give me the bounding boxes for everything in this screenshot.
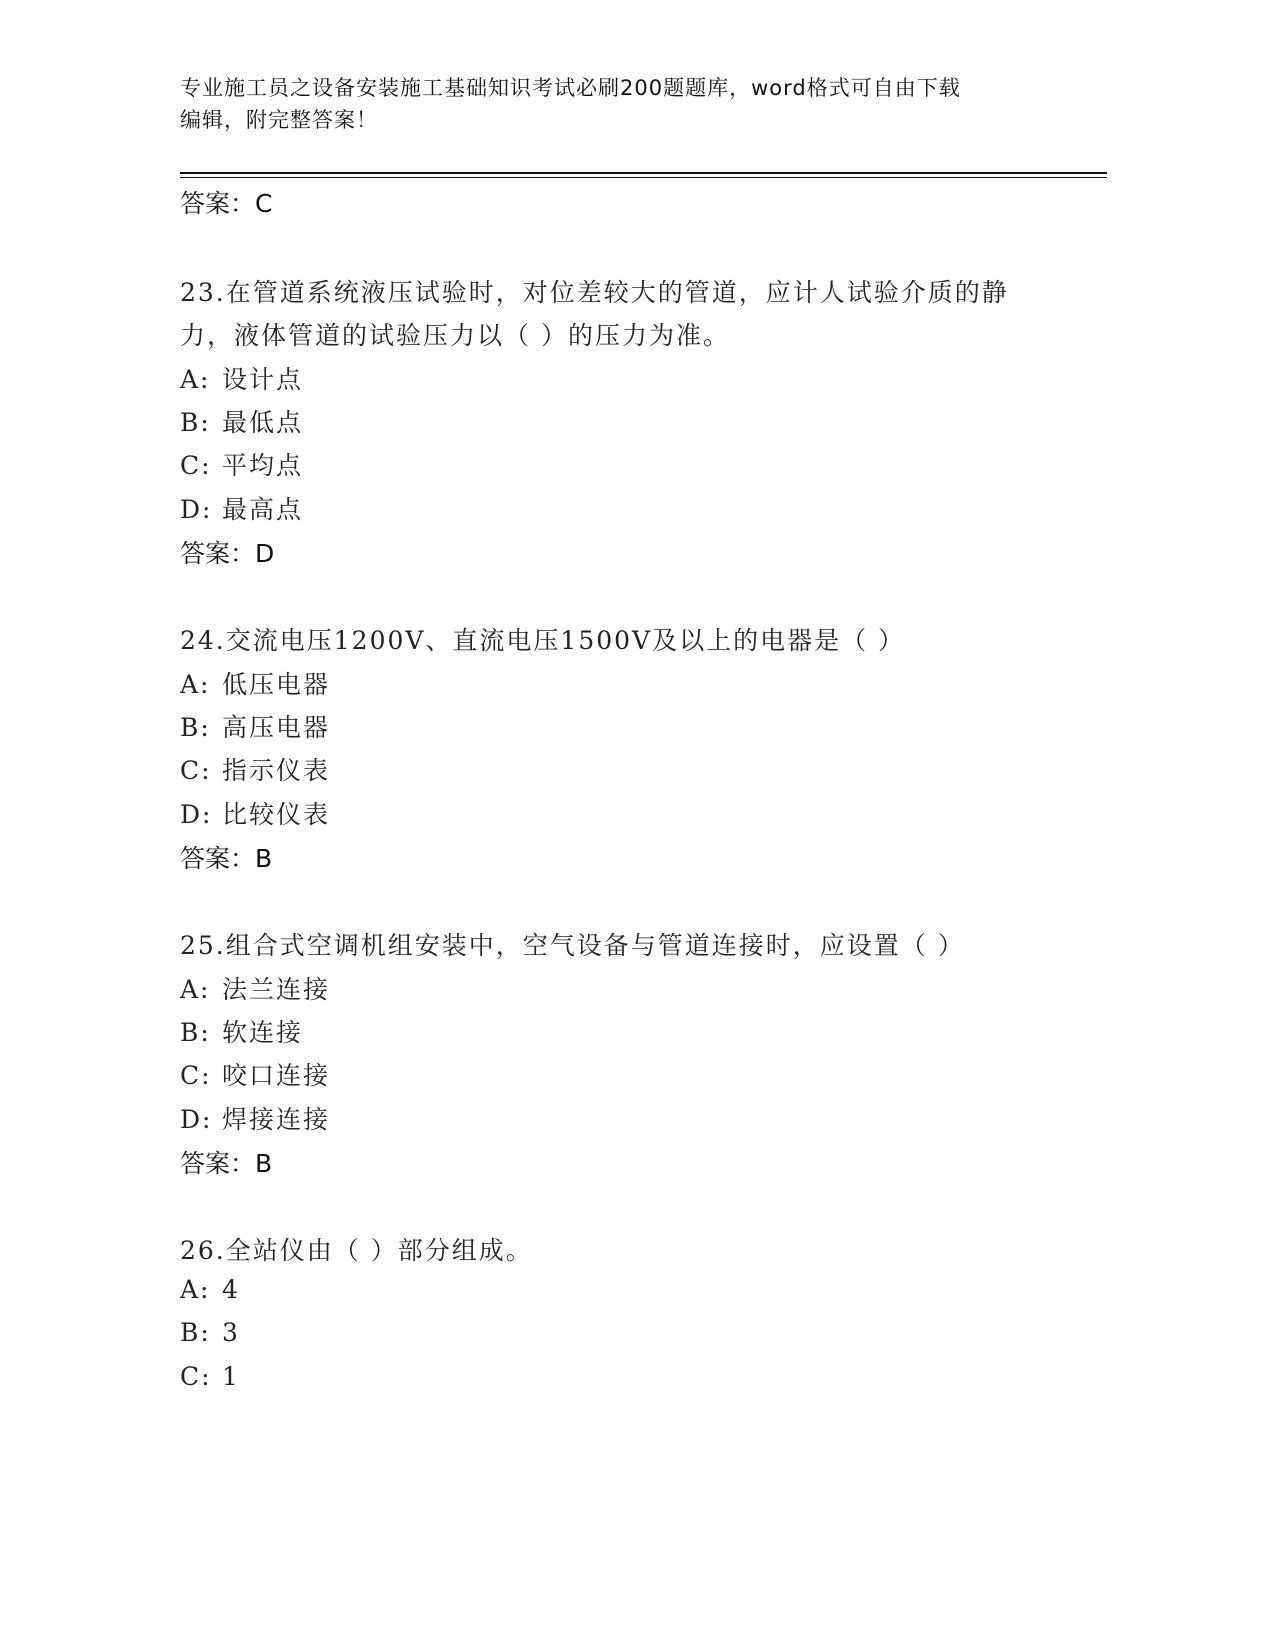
header-rule-thin: [180, 177, 1107, 178]
option-label: D:: [180, 495, 213, 524]
option-text: 最低点: [222, 408, 304, 437]
option-text: 高压电器: [222, 713, 331, 742]
option-label: B:: [180, 713, 211, 742]
option-label: A:: [180, 365, 211, 394]
question-23-line-2: 力，液体管道的试验压力以（ ）的压力为准。: [180, 321, 730, 350]
option-text: 指示仪表: [222, 756, 331, 785]
answer-25: 答案：B: [180, 1149, 273, 1178]
option-25-c: [180, 1056, 330, 1092]
option-text: 3: [222, 1318, 240, 1347]
option-label: A:: [180, 670, 211, 699]
answer-24: 答案：B: [180, 844, 273, 873]
option-text: 1: [222, 1362, 240, 1391]
option-24-a: [180, 665, 330, 701]
option-text: 法兰连接: [222, 975, 331, 1004]
option-label: D:: [180, 1105, 213, 1134]
question-25: 25.组合式空调机组安装中，空气设备与管道连接时，应设置（ ）: [180, 931, 965, 960]
option-label: C:: [180, 1362, 212, 1391]
option-26-c: [180, 1362, 240, 1391]
option-text: 最高点: [222, 495, 304, 524]
option-26-b: [180, 1318, 240, 1347]
option-26-a: [180, 1275, 240, 1304]
option-text: 设计点: [222, 365, 304, 394]
option-text: 咬口连接: [222, 1061, 331, 1090]
header-line-2: 编辑，附完整答案！: [180, 108, 378, 132]
option-text: 4: [222, 1275, 240, 1304]
option-23-a: [180, 360, 303, 396]
question-23-line-1: 23.在管道系统液压试验时，对位差较大的管道，应计人试验介质的静: [180, 278, 1009, 307]
option-23-b: [180, 403, 303, 439]
option-label: A:: [180, 1275, 211, 1304]
option-label: D:: [180, 800, 213, 829]
option-text: 平均点: [222, 451, 304, 480]
option-label: A:: [180, 975, 211, 1004]
option-23-d: [180, 490, 303, 526]
option-25-b: [180, 1013, 303, 1049]
option-text: 比较仪表: [222, 800, 331, 829]
answer-22: 答案：C: [180, 189, 273, 218]
option-text: 软连接: [222, 1018, 304, 1047]
option-25-d: [180, 1100, 330, 1136]
option-24-c: [180, 751, 330, 787]
header-rule-thick: [180, 172, 1107, 174]
option-label: B:: [180, 408, 211, 437]
option-label: C:: [180, 756, 212, 785]
answer-23: 答案：D: [180, 539, 275, 568]
option-label: C:: [180, 451, 212, 480]
option-text: 低压电器: [222, 670, 331, 699]
option-label: B:: [180, 1018, 211, 1047]
option-23-c: [180, 446, 303, 482]
option-text: 焊接连接: [222, 1105, 331, 1134]
header-line-1: 专业施工员之设备安装施工基础知识考试必刷200题题库，word格式可自由下载: [180, 76, 961, 100]
option-24-d: [180, 795, 330, 831]
option-25-a: [180, 970, 330, 1006]
option-24-b: [180, 708, 330, 744]
question-24: 24.交流电压1200V、直流电压1500V及以上的电器是（ ）: [180, 626, 906, 655]
option-label: B:: [180, 1318, 211, 1347]
option-label: C:: [180, 1061, 212, 1090]
page-header: [180, 72, 1050, 136]
question-26: 26.全站仪由（ ）部分组成。: [180, 1236, 533, 1265]
